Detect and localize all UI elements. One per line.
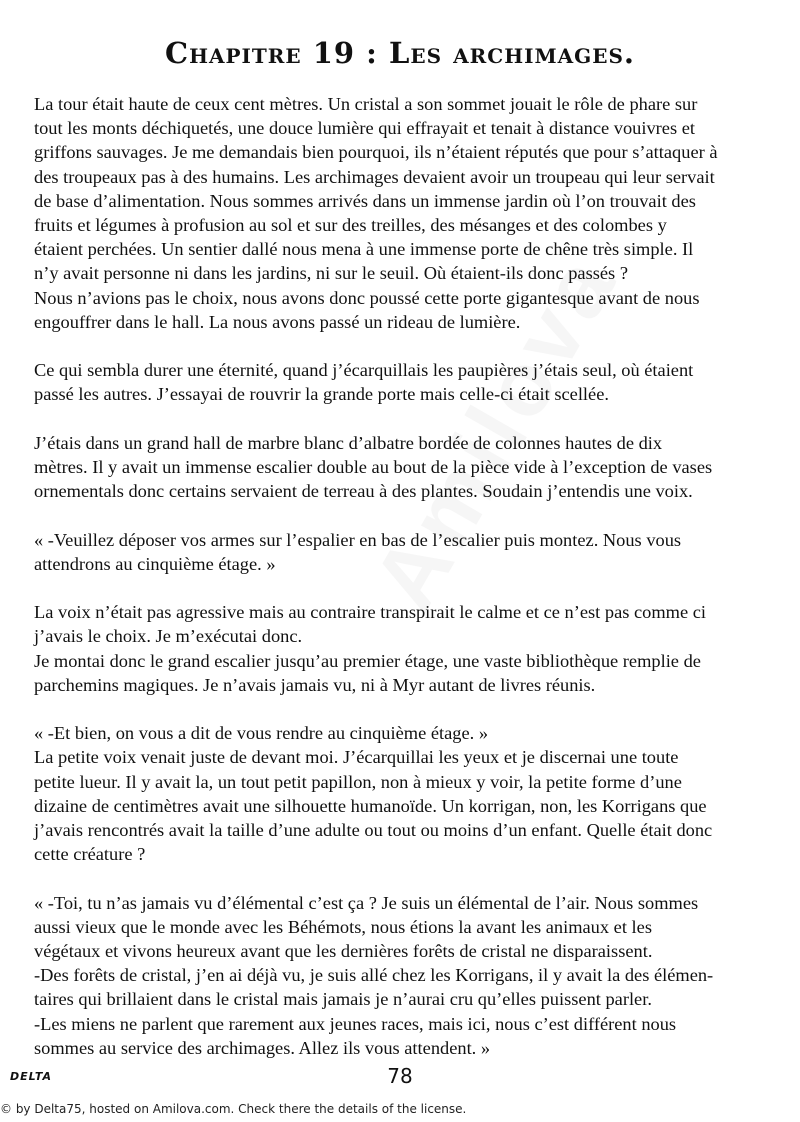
text-line: j’avais le choix. Je m’exécutai donc. (34, 626, 303, 647)
text-line: n’y avait personne ni dans les jardins, ni sur le seuil. Où étaient-ils donc passés ? (34, 263, 628, 284)
paragraph-break (34, 334, 784, 358)
text-line: « -Veuillez déposer vos armes sur l’espalier en bas de l’escalier puis montez. Nous vous (34, 529, 682, 550)
text-line: j’avais rencontrés avait la taille d’une adulte ou tout ou moins d’un enfant. Quelle était donc (34, 820, 713, 841)
paragraph-break (34, 697, 784, 721)
paragraph-break (34, 866, 784, 890)
text-line: ornementals donc certains servaient de terreau à des plantes. Soudain j’entendis une voix. (34, 481, 693, 502)
paragraph-break (34, 576, 784, 600)
text-line: passé les autres. J’essayai de rouvrir la grande porte mais celle-ci était scellée. (34, 384, 609, 405)
text-line: dizaine de centimètres avait une silhouette humanoïde. Un korrigan, non, les Korrigans que (34, 795, 707, 816)
text-line: La petite voix venait juste de devant moi. J’écarquillai les yeux et je discernai une toute (34, 747, 679, 768)
paragraph-break (34, 407, 784, 431)
text-line: sommes au service des archimages. Allez ils vous attendent. » (34, 1037, 491, 1058)
text-line: La voix n’était pas agressive mais au contraire transpirait le calme et ce n’est pas comme ci (34, 602, 707, 623)
text-line: parchemins magiques. Je n’avais jamais vu, ni à Myr autant de livres réunis. (34, 674, 596, 695)
text-line: des troupeaux pas à des humains. Les archimages devaient avoir un troupeau qui leur servait (34, 166, 715, 187)
text-line: mètres. Il y avait un immense escalier double au bout de la pièce vide à l’exception de vases (34, 457, 713, 478)
text-line: -Des forêts de cristal, j’en ai déjà vu, je suis allé chez les Korrigans, il y avait la des élémen- (34, 965, 714, 986)
text-line: La tour était haute de ceux cent mètres. Un cristal a son sommet jouait le rôle de phare sur (34, 94, 698, 114)
text-line: -Les miens ne parlent que rarement aux jeunes races, mais ici, nous c’est différent nous (34, 1013, 677, 1034)
text-line: petite lueur. Il y avait la, un tout petit papillon, non à mieux y voir, la petite forme d’une (34, 771, 682, 792)
chapter-title: Chapitre 19 : Les archimages. (165, 36, 635, 70)
text-line: « -Et bien, on vous a dit de vous rendre au cinquième étage. » (34, 723, 489, 744)
text-line: Nous n’avions pas le choix, nous avons donc poussé cette porte gigantesque avant de nous (34, 287, 700, 308)
text-line: griffons sauvages. Je me demandais bien pourquoi, ils n’étaient réputés que pour s’attaquer à (34, 142, 718, 163)
text-line: fruits et légumes à profusion au sol et sur des treilles, des mésanges et des colombes y (34, 215, 667, 236)
text-line: Ce qui sembla durer une éternité, quand j’écarquillais les paupières j’étais seul, où étaient (34, 360, 694, 381)
text-line: aussi vieux que le monde avec les Béhémots, nous étions la avant les animaux et les (34, 916, 652, 937)
license-notice: © by Delta75, hosted on Amilova.com. Check there the details of the license. (0, 1102, 467, 1116)
chapter-text (34, 92, 784, 1060)
paragraph-break (34, 503, 784, 527)
text-line: cette créature ? (34, 844, 146, 865)
text-line: engouffrer dans le hall. La nous avons passé un rideau de lumière. (34, 311, 521, 332)
text-line: étaient perchées. Un sentier dallé nous mena à une immense porte de chêne très simple. Il (34, 239, 694, 260)
delta-logo: DELTA (10, 1070, 52, 1083)
text-line: « -Toi, tu n’as jamais vu d’élémental c’est ça ? Je suis un élémental de l’air. Nous sommes (34, 892, 699, 913)
page-number: 78 (387, 1064, 413, 1088)
text-line: attendrons au cinquième étage. » (34, 553, 276, 574)
text-line: tout les monts déchiquetés, une douce lumière qui effrayait et tenait à distance vouivres et (34, 118, 695, 139)
text-line: J’étais dans un grand hall de marbre blanc d’albatre bordée de colonnes hautes de dix (34, 432, 663, 453)
text-line: végétaux et vivons heureux avant que les dernières forêts de cristal ne disparaissent. (34, 941, 653, 962)
text-line: de base d’alimentation. Nous sommes arrivés dans un immense jardin où l’on trouvait des (34, 190, 696, 211)
text-line: Je montai donc le grand escalier jusqu’au premier étage, une vaste bibliothèque remplie de (34, 650, 701, 671)
text-line: taires qui brillaient dans le cristal mais jamais je n’aurai cru qu’elles puissent parler. (34, 989, 652, 1010)
